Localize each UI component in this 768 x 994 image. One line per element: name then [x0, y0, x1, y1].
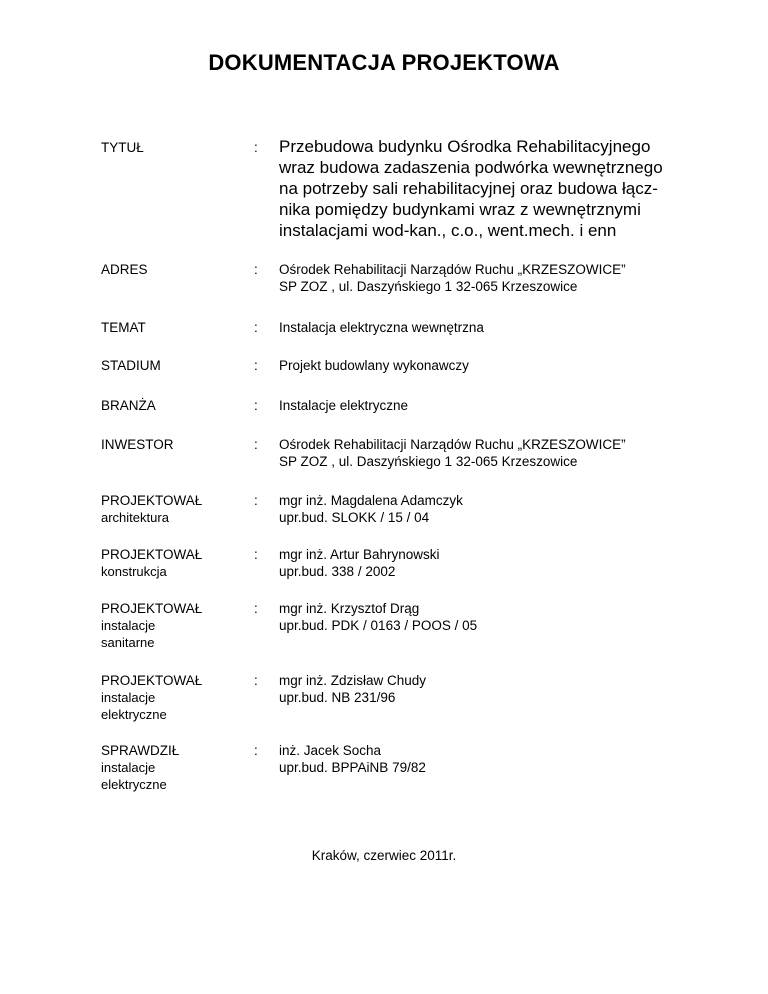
field-value-line: wraz budowa zadaszenia podwórka wewnętrznego	[279, 158, 663, 177]
label-column	[101, 357, 251, 374]
field-value-line: mgr inż. Krzysztof Drąg	[279, 601, 420, 616]
field-label: PROJEKTOWAŁ	[101, 547, 203, 562]
field-value	[279, 261, 699, 295]
label-column	[101, 436, 251, 453]
label-column	[101, 261, 251, 278]
field-value-line: upr.bud. SLOKK / 15 / 04	[279, 510, 430, 525]
field-label: BRANŻA	[101, 398, 156, 413]
field-separator: :	[254, 493, 258, 508]
field-value	[279, 357, 699, 374]
field-separator: :	[254, 673, 258, 688]
field-value-line: SP ZOZ , ul. Daszyńskiego 1 32-065 Krzeszowice	[279, 279, 578, 294]
field-separator: :	[254, 262, 258, 277]
field-value-line: SP ZOZ , ul. Daszyńskiego 1 32-065 Krzeszowice	[279, 454, 578, 469]
field-separator: :	[254, 140, 258, 155]
label-column	[101, 139, 251, 156]
field-value-line: Instalacje elektryczne	[279, 398, 409, 413]
label-column	[101, 672, 251, 723]
label-column	[101, 742, 251, 793]
field-sublabel: elektryczne	[101, 777, 167, 792]
field-separator: :	[254, 743, 258, 758]
field-value-line: upr.bud. PDK / 0163 / POOS / 05	[279, 618, 478, 633]
field-value-line: nika pomiędzy budynkami wraz z wewnętrznymi	[279, 200, 641, 219]
field-value-line: upr.bud. 338 / 2002	[279, 564, 396, 579]
field-value	[279, 319, 699, 336]
field-value-line: Instalacja elektryczna wewnętrzna	[279, 320, 484, 335]
field-value-line: Ośrodek Rehabilitacji Narządów Ruchu „KRZESZOWICE”	[279, 437, 626, 452]
field-value	[279, 136, 699, 241]
field-value	[279, 397, 699, 414]
field-value-line: mgr inż. Artur Bahrynowski	[279, 547, 440, 562]
field-label: PROJEKTOWAŁ	[101, 673, 203, 688]
field-sublabel: instalacje	[101, 618, 156, 633]
label-column	[101, 600, 251, 651]
label-column	[101, 546, 251, 580]
field-label: TEMAT	[101, 320, 146, 335]
field-separator: :	[254, 358, 258, 373]
field-value-line: Projekt budowlany wykonawczy	[279, 358, 469, 373]
field-value	[279, 600, 699, 634]
place-date: Kraków, czerwiec 2011r.	[311, 848, 457, 863]
field-value-line: mgr inż. Zdzisław Chudy	[279, 673, 427, 688]
field-label: ADRES	[101, 262, 148, 277]
field-sublabel: architektura	[101, 510, 169, 525]
field-value	[279, 742, 699, 776]
field-sublabel: elektryczne	[101, 707, 167, 722]
field-value-line: upr.bud. NB 231/96	[279, 690, 396, 705]
field-value-line: Ośrodek Rehabilitacji Narządów Ruchu „KRZESZOWICE”	[279, 262, 626, 277]
field-separator: :	[254, 601, 258, 616]
field-separator: :	[254, 437, 258, 452]
field-value-line: Przebudowa budynku Ośrodka Rehabilitacyjnego	[279, 137, 651, 156]
field-sublabel: instalacje	[101, 690, 156, 705]
field-label: TYTUŁ	[101, 140, 144, 155]
field-label: PROJEKTOWAŁ	[101, 601, 203, 616]
field-label: STADIUM	[101, 358, 161, 373]
field-value-line: na potrzeby sali rehabilitacyjnej oraz budowa łącz-	[279, 179, 658, 198]
label-column	[101, 492, 251, 526]
field-value	[279, 672, 699, 706]
field-value-line: upr.bud. BPPAiNB 79/82	[279, 760, 426, 775]
field-value	[279, 492, 699, 526]
field-label: PROJEKTOWAŁ	[101, 493, 203, 508]
field-separator: :	[254, 398, 258, 413]
field-value	[279, 546, 699, 580]
page-title: DOKUMENTACJA PROJEKTOWA	[208, 50, 560, 75]
field-value	[279, 436, 699, 470]
field-label: SPRAWDZIŁ	[101, 743, 180, 758]
field-value-line: mgr inż. Magdalena Adamczyk	[279, 493, 463, 508]
field-value-line: instalacjami wod-kan., c.o., went.mech. i enn	[279, 221, 617, 240]
label-column	[101, 397, 251, 414]
label-column	[101, 319, 251, 336]
field-separator: :	[254, 320, 258, 335]
field-label: INWESTOR	[101, 437, 174, 452]
field-value-line: inż. Jacek Socha	[279, 743, 382, 758]
field-separator: :	[254, 547, 258, 562]
field-sublabel: instalacje	[101, 760, 156, 775]
field-sublabel: konstrukcja	[101, 564, 167, 579]
field-sublabel: sanitarne	[101, 635, 155, 650]
